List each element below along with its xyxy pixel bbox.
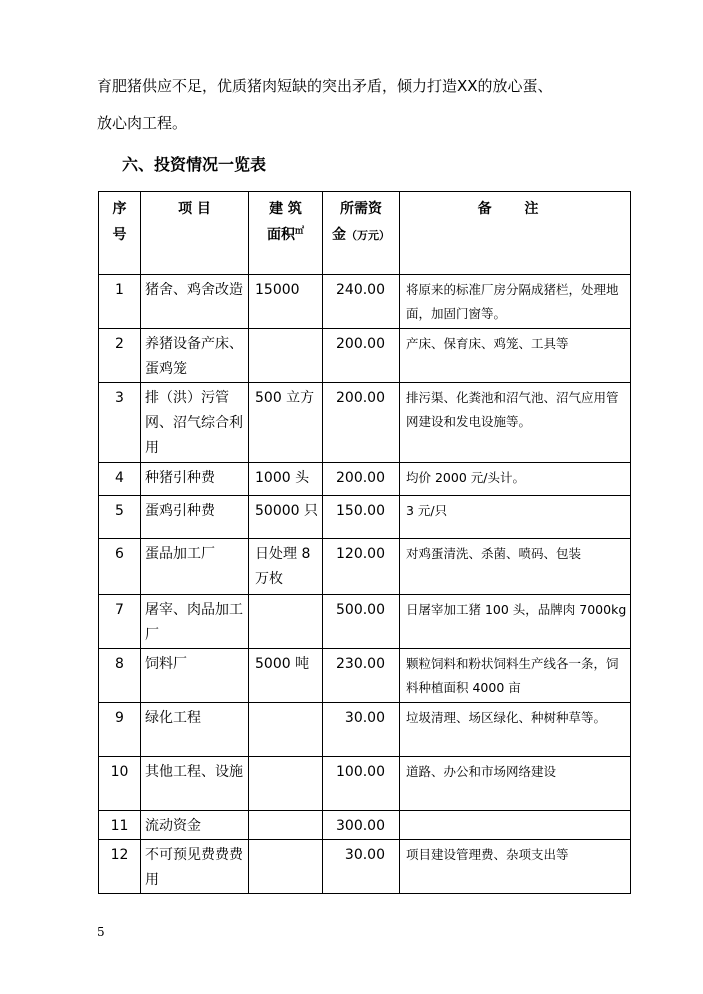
- cell-note: 产床、保育床、鸡笼、工具等: [400, 329, 631, 383]
- cell-no: 1: [99, 275, 141, 329]
- cell-note: 项目建设管理费、杂项支出等: [400, 840, 631, 894]
- cell-item: 猪舍、鸡舍改造: [141, 275, 249, 329]
- cell-fund: 240.00: [323, 275, 400, 329]
- cell-no: 9: [99, 703, 141, 757]
- cell-item: 流动资金: [141, 811, 249, 840]
- cell-item: 其他工程、设施: [141, 757, 249, 811]
- table-header-row: [99, 192, 631, 275]
- header-fund-line1: 所需资: [340, 201, 382, 217]
- cell-note: 均价 2000 元/头计。: [400, 463, 631, 496]
- cell-item: 排（洪）污管网、沼气综合利用: [141, 383, 249, 463]
- header-area-line1: 建 筑: [269, 201, 302, 217]
- cell-note: [400, 811, 631, 840]
- header-note: [400, 192, 631, 275]
- cell-note: 颗粒饲料和粉状饲料生产线各一条，饲料种植面积 4000 亩: [400, 649, 631, 703]
- cell-area: 500 立方: [249, 383, 323, 463]
- cell-fund: 30.00: [323, 840, 400, 894]
- cell-area: 15000: [249, 275, 323, 329]
- cell-no: 7: [99, 595, 141, 649]
- cell-item: 饲料厂: [141, 649, 249, 703]
- section-heading: 六、投资情况一览表: [122, 155, 267, 174]
- header-fund: [323, 192, 400, 275]
- cell-item: 不可预见费费费用: [141, 840, 249, 894]
- cell-area: [249, 811, 323, 840]
- cell-no: 11: [99, 811, 141, 840]
- cell-area: 日处理 8 万枚: [249, 539, 323, 595]
- cell-note: 道路、办公和市场网络建设: [400, 757, 631, 811]
- cell-item: 种猪引种费: [141, 463, 249, 496]
- cell-item: 养猪设备产床、蛋鸡笼: [141, 329, 249, 383]
- table-row: [99, 595, 631, 649]
- cell-note: 垃圾清理、场区绿化、种树种草等。: [400, 703, 631, 757]
- cell-item: 蛋品加工厂: [141, 539, 249, 595]
- page-number: 5: [97, 925, 105, 939]
- header-no-line2: 号: [112, 227, 127, 243]
- header-area-line2: 面积: [266, 227, 295, 243]
- table-row: [99, 496, 631, 539]
- table-row: [99, 757, 631, 811]
- table-row: [99, 539, 631, 595]
- cell-no: 3: [99, 383, 141, 463]
- cell-no: 5: [99, 496, 141, 539]
- table-row: [99, 840, 631, 894]
- cell-note: 将原来的标准厂房分隔成猪栏，处理地面，加固门窗等。: [400, 275, 631, 329]
- cell-fund: 200.00: [323, 463, 400, 496]
- table-row: [99, 811, 631, 840]
- cell-fund: 300.00: [323, 811, 400, 840]
- cell-no: 2: [99, 329, 141, 383]
- header-area-unit: ㎡: [294, 226, 304, 237]
- cell-no: 4: [99, 463, 141, 496]
- table-row: [99, 329, 631, 383]
- cell-area: 5000 吨: [249, 649, 323, 703]
- header-no: [99, 192, 141, 275]
- intro-line-1: 育肥猪供应不足，优质猪肉短缺的突出矛盾，倾力打造XX的放心蛋、: [97, 77, 553, 95]
- table-row: [99, 275, 631, 329]
- header-no-line1: 序: [112, 201, 127, 217]
- cell-fund: 500.00: [323, 595, 400, 649]
- table-row: [99, 383, 631, 463]
- cell-fund: 120.00: [323, 539, 400, 595]
- cell-note: 排污渠、化粪池和沼气池、沼气应用管网建设和发电设施等。: [400, 383, 631, 463]
- cell-fund: 30.00: [323, 703, 400, 757]
- header-item-label: 项 目: [178, 201, 211, 217]
- cell-area: [249, 757, 323, 811]
- cell-item: 屠宰、肉品加工厂: [141, 595, 249, 649]
- cell-area: [249, 840, 323, 894]
- cell-fund: 100.00: [323, 757, 400, 811]
- cell-no: 8: [99, 649, 141, 703]
- cell-area: 1000 头: [249, 463, 323, 496]
- cell-fund: 150.00: [323, 496, 400, 539]
- cell-note: 日屠宰加工猪 100 头，品牌肉 7000kg: [400, 595, 631, 649]
- cell-item: 蛋鸡引种费: [141, 496, 249, 539]
- cell-note: 对鸡蛋清洗、杀菌、喷码、包装: [400, 539, 631, 595]
- cell-item: 绿化工程: [141, 703, 249, 757]
- header-note-label: 备 注: [477, 201, 553, 217]
- cell-note: 3 元/只: [400, 496, 631, 539]
- cell-area: [249, 595, 323, 649]
- cell-fund: 200.00: [323, 329, 400, 383]
- table-row: [99, 649, 631, 703]
- table-row: [99, 703, 631, 757]
- cell-area: [249, 703, 323, 757]
- table-row: [99, 463, 631, 496]
- header-fund-unit: （万元）: [346, 229, 390, 242]
- cell-no: 12: [99, 840, 141, 894]
- cell-no: 10: [99, 757, 141, 811]
- header-area: [249, 192, 323, 275]
- cell-no: 6: [99, 539, 141, 595]
- header-item: [141, 192, 249, 275]
- cell-area: [249, 329, 323, 383]
- investment-table: [98, 191, 631, 894]
- cell-fund: 230.00: [323, 649, 400, 703]
- cell-area: 50000 只: [249, 496, 323, 539]
- cell-fund: 200.00: [323, 383, 400, 463]
- intro-line-2: 放心肉工程。: [97, 114, 188, 132]
- header-fund-line2: 金: [332, 227, 346, 243]
